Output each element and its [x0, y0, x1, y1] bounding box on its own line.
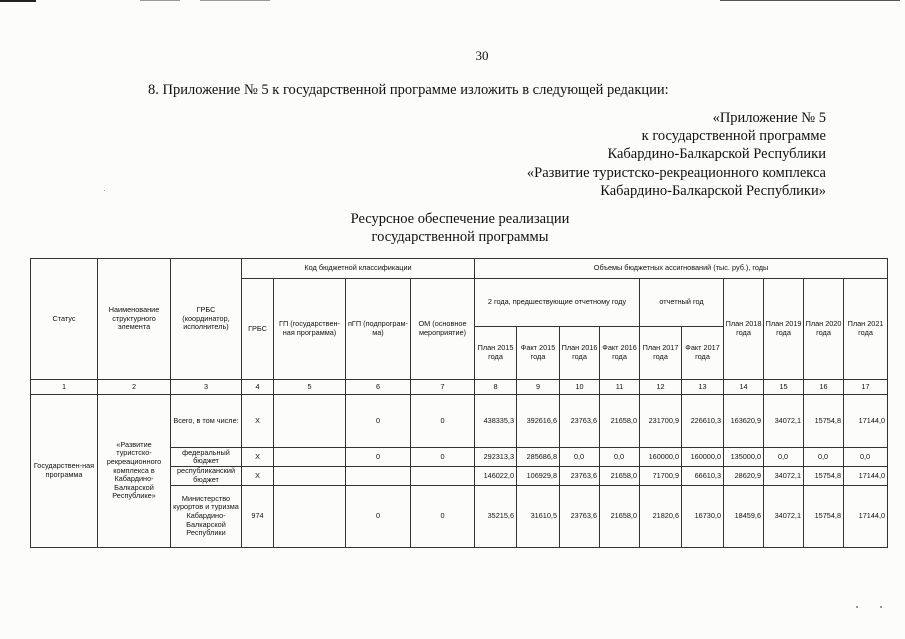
appendix-line: Кабардино-Балкарской Республики [607, 146, 826, 163]
value-cell: 71700,9 [640, 467, 682, 485]
grbs-code: Х [242, 467, 274, 485]
header-grbs: ГРБС [242, 279, 274, 380]
grbs-code: Х [242, 394, 274, 447]
value-cell: 17144,0 [844, 467, 888, 485]
appendix-line: «Развитие туристско-рекреационного комплекса [526, 164, 826, 181]
pgp-code [346, 467, 411, 485]
header-plan-2021: План 2021 года [844, 279, 888, 380]
value-cell: 28620,9 [724, 467, 764, 485]
header-status: Статус [31, 259, 98, 380]
table-title-line: Ресурсное обеспечение реализации [350, 211, 570, 227]
header-element: Наименование структурного элемента [98, 259, 171, 380]
header-plan-2015: План 2015 года [475, 327, 517, 379]
header-plan-2016: План 2016 года [560, 327, 600, 379]
value-cell: 292313,3 [475, 448, 517, 467]
value-cell: 163620,9 [724, 394, 764, 447]
value-cell: 0,0 [560, 448, 600, 467]
scan-speck [104, 190, 105, 191]
value-cell: 285686,8 [517, 448, 560, 467]
row-label: республиканский бюджет [171, 467, 242, 485]
value-cell: 160000,0 [640, 448, 682, 467]
column-number: 7 [411, 379, 475, 394]
header-gp: ГП (государствен-ная программа) [274, 279, 346, 380]
header-fact-2015: Факт 2015 года [517, 327, 560, 379]
header-pgp: пГП (подпрограм-ма) [346, 279, 411, 380]
row-label: Министерство курортов и туризма Кабардино-Балкарской Республики [171, 485, 242, 547]
value-cell: 18459,6 [724, 485, 764, 547]
gp-code [274, 485, 346, 547]
value-cell: 17144,0 [844, 485, 888, 547]
om-code [411, 467, 475, 485]
header-fact-2016: Факт 2016 года [600, 327, 640, 379]
page-number: 30 [475, 48, 489, 63]
scan-speck [880, 606, 882, 608]
value-cell: 15754,8 [804, 394, 844, 447]
table-row [31, 394, 888, 447]
column-number: 2 [98, 379, 171, 394]
header-plan-2018: План 2018 года [724, 279, 764, 380]
value-cell: 231700,9 [640, 394, 682, 447]
value-cell: 146022,0 [475, 467, 517, 485]
element-cell: «Развитие туристско-рекреационного комплекса в Кабардино-Балкарской Республике» [98, 394, 171, 547]
column-number: 16 [804, 379, 844, 394]
appendix-header [527, 109, 826, 200]
scan-speck [856, 606, 858, 608]
value-cell: 17144,0 [844, 394, 888, 447]
header-previous-years: 2 года, предшествующие отчетному году [475, 279, 640, 327]
table-title-line: государственной программы [371, 229, 549, 245]
value-cell: 106929,8 [517, 467, 560, 485]
column-number: 14 [724, 379, 764, 394]
value-cell: 0,0 [804, 448, 844, 467]
appendix-line: «Приложение № 5 [712, 110, 826, 126]
column-number: 10 [560, 379, 600, 394]
header-budget-code: Код бюджетной классификации [242, 259, 475, 279]
column-number: 15 [764, 379, 804, 394]
value-cell: 392616,6 [517, 394, 560, 447]
value-cell: 160000,0 [682, 448, 724, 467]
column-number-row [31, 379, 888, 394]
gp-code [274, 448, 346, 467]
gp-code [274, 467, 346, 485]
header-fact-2017: Факт 2017 года [682, 327, 724, 379]
value-cell: 0,0 [600, 448, 640, 467]
value-cell: 23763,6 [560, 394, 600, 447]
value-cell: 23763,6 [560, 467, 600, 485]
pgp-code: 0 [346, 394, 411, 447]
status-cell: Государствен-ная программа [31, 394, 98, 547]
column-number: 13 [682, 379, 724, 394]
amendment-item-text: 8. Приложение № 5 к государственной программе изложить в следующей редакции: [148, 82, 669, 98]
value-cell: 66610,3 [682, 467, 724, 485]
resource-table [30, 258, 888, 548]
value-cell: 0,0 [844, 448, 888, 467]
column-number: 8 [475, 379, 517, 394]
pgp-code: 0 [346, 485, 411, 547]
value-cell: 438335,3 [475, 394, 517, 447]
value-cell: 21658,0 [600, 394, 640, 447]
value-cell: 23763,6 [560, 485, 600, 547]
value-cell: 34072,1 [764, 467, 804, 485]
value-cell: 34072,1 [764, 394, 804, 447]
row-label: Всего, в том числе: [171, 394, 242, 447]
gp-code [274, 394, 346, 447]
value-cell: 34072,1 [764, 485, 804, 547]
header-plan-2017: План 2017 года [640, 327, 682, 379]
column-number: 5 [274, 379, 346, 394]
scan-top-edge [0, 0, 905, 3]
value-cell: 21820,6 [640, 485, 682, 547]
grbs-code: 974 [242, 485, 274, 547]
column-number: 1 [31, 379, 98, 394]
value-cell: 35215,6 [475, 485, 517, 547]
column-number: 6 [346, 379, 411, 394]
value-cell: 15754,8 [804, 485, 844, 547]
header-volumes: Объемы бюджетных ассигнований (тыс. руб.), годы [475, 259, 888, 279]
column-number: 17 [844, 379, 888, 394]
row-label: федеральный бюджет [171, 448, 242, 467]
value-cell: 21658,0 [600, 467, 640, 485]
table-title [300, 210, 620, 246]
value-cell: 21658,0 [600, 485, 640, 547]
value-cell: 226610,3 [682, 394, 724, 447]
column-number: 4 [242, 379, 274, 394]
value-cell: 31610,5 [517, 485, 560, 547]
pgp-code: 0 [346, 448, 411, 467]
header-om: ОМ (основное мероприятие) [411, 279, 475, 380]
column-number: 12 [640, 379, 682, 394]
om-code: 0 [411, 394, 475, 447]
header-grbs-coordinator: ГРБС (координатор, исполнитель) [171, 259, 242, 380]
column-number: 3 [171, 379, 242, 394]
om-code: 0 [411, 448, 475, 467]
value-cell: 135000,0 [724, 448, 764, 467]
appendix-line: Кабардино-Балкарской Республики» [600, 182, 826, 199]
value-cell: 0,0 [764, 448, 804, 467]
header-plan-2020: План 2020 года [804, 279, 844, 380]
appendix-line: к государственной программе [641, 128, 826, 145]
value-cell: 16730,0 [682, 485, 724, 547]
om-code: 0 [411, 485, 475, 547]
header-plan-2019: План 2019 года [764, 279, 804, 380]
column-number: 11 [600, 379, 640, 394]
value-cell: 15754,8 [804, 467, 844, 485]
header-report-year: отчетный год [640, 279, 724, 327]
grbs-code: Х [242, 448, 274, 467]
column-number: 9 [517, 379, 560, 394]
